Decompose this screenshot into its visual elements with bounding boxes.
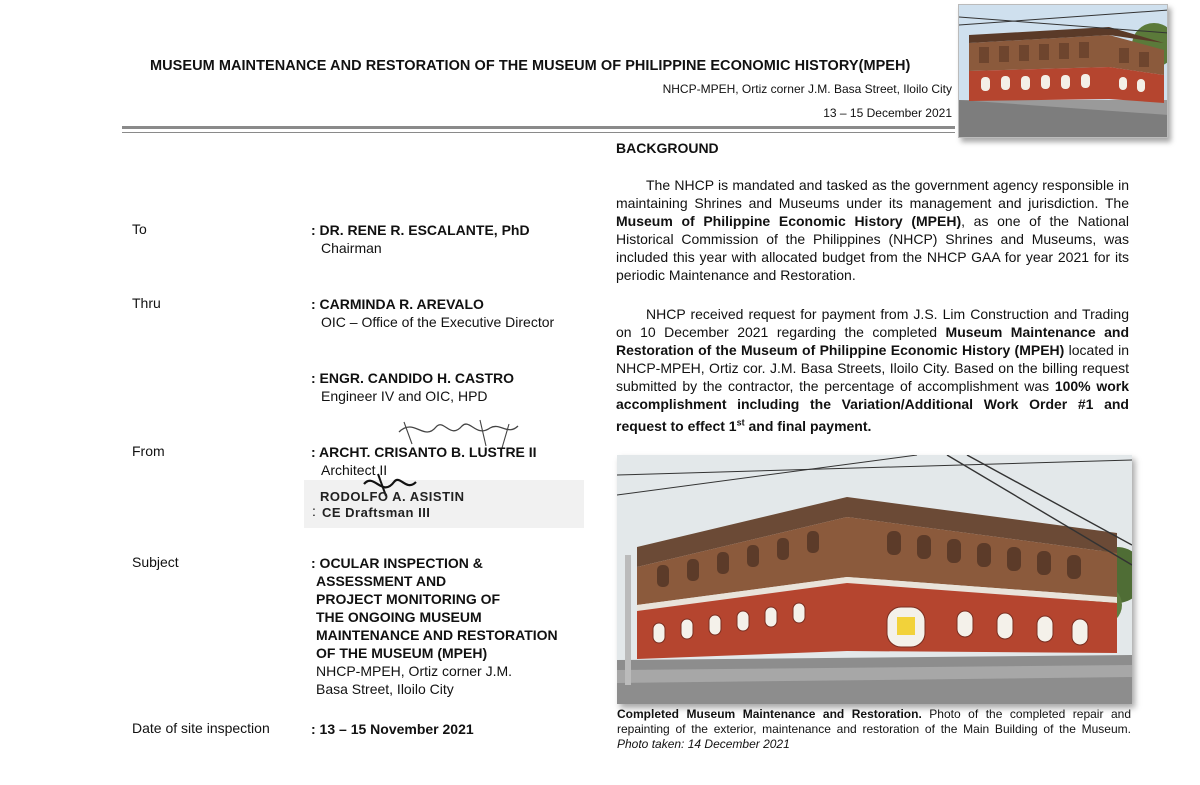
subject-location-2: Basa Street, Iloilo City: [316, 681, 454, 697]
header-rule-thick: [122, 126, 955, 129]
document-title: MUSEUM MAINTENANCE AND RESTORATION OF THE MUSEUM OF PHILIPPINE ECONOMIC HISTORY(MPEH): [150, 58, 911, 74]
p2-sup: st: [736, 417, 745, 427]
from2-colon: :: [312, 503, 316, 519]
inspection-date-label: Date of site inspection: [132, 720, 270, 736]
header-building-photo: [958, 4, 1168, 138]
background-heading: BACKGROUND: [616, 140, 719, 156]
p1-text-b: Museum of Philippine Economic History (MPEH): [616, 213, 962, 229]
thru2-name: : ENGR. CANDIDO H. CASTRO: [311, 370, 514, 386]
thru2-title: Engineer IV and OIC, HPD: [321, 388, 488, 404]
p1-text-a: The NHCP is mandated and tasked as the government agency responsible in maintaining Shrines and Museums under its management and jurisdiction. The: [616, 177, 1129, 211]
p2-text-c: located in NHCP-MPEH, Ortiz cor. J.M. Basa Streets, Iloilo City. Based on the billing request submitted by the contractor, the percentage of accomplishment was: [616, 342, 1129, 394]
subject-line: : OCULAR INSPECTION &: [311, 555, 483, 571]
subject-line: OF THE MUSEUM (MPEH): [316, 645, 488, 661]
from1-title: Architect II: [321, 462, 388, 478]
to-name: : DR. RENE R. ESCALANTE, PhD: [311, 222, 530, 238]
photo-caption: [617, 707, 1131, 752]
thru1-title: OIC – Office of the Executive Director: [321, 314, 555, 330]
caption-text: Photo of the completed repair and repainting of the exterior, maintenance and restoration of the Main Building of the Museum.: [617, 707, 1131, 736]
background-paragraph-1: [616, 176, 1129, 284]
from-block-1: [311, 443, 537, 479]
caption-bold: Completed Museum Maintenance and Restoration.: [617, 707, 922, 721]
subject-line: PROJECT MONITORING OF: [316, 591, 501, 607]
background-paragraph-2: [616, 305, 1129, 435]
subject-label: Subject: [132, 554, 179, 570]
to-block: [311, 221, 530, 257]
subject-location-1: NHCP-MPEH, Ortiz corner J.M.: [316, 663, 513, 679]
from2-title: CE Draftsman III: [322, 505, 431, 520]
header-rule-thin: [122, 132, 955, 133]
subject-line: ASSESSMENT AND: [316, 573, 447, 589]
thru-block-2: [311, 369, 514, 405]
subject-block: [311, 554, 558, 698]
caption-italic: Photo taken: 14 December 2021: [617, 737, 790, 751]
from2-name: RODOLFO A. ASISTIN: [320, 489, 465, 504]
from1-name: : ARCHT. CRISANTO B. LUSTRE II: [311, 444, 537, 460]
thru-block-1: [311, 295, 554, 331]
subject-line: MAINTENANCE AND RESTORATION: [316, 627, 558, 643]
from-label: From: [132, 443, 165, 459]
p2-text-d: 100% work accomplishment including the Variation/Additional Work Order #1 and request to effect 1: [616, 378, 1130, 434]
to-label: To: [132, 221, 147, 237]
p1-text-c: , as one of the National Historical Commission of the Philippines (NHCP) Shrines and Museums, was included this year with allocated budget from the NHCP GAA for year 2021 for its periodic Maintenance and Restoration.: [616, 213, 1129, 283]
p2-text-e: and final payment.: [744, 417, 872, 434]
p2-text-b: Museum Maintenance and Restoration of the Museum of Philippine Economic History (MPEH): [616, 324, 1129, 358]
subject-line: THE ONGOING MUSEUM: [316, 609, 482, 625]
thru1-name: : CARMINDA R. AREVALO: [311, 296, 484, 312]
thru-label: Thru: [132, 295, 161, 311]
p2-text-a: NHCP received request for payment from J.S. Lim Construction and Trading on 10 December 2021 regarding the completed: [616, 306, 1129, 340]
inspection-date-value: : 13 – 15 November 2021: [311, 721, 474, 737]
document-location: NHCP-MPEH, Ortiz corner J.M. Basa Street, Iloilo City: [662, 82, 952, 96]
document-date: 13 – 15 December 2021: [823, 106, 952, 120]
completed-building-photo: [617, 455, 1132, 704]
to-title: Chairman: [321, 240, 382, 256]
